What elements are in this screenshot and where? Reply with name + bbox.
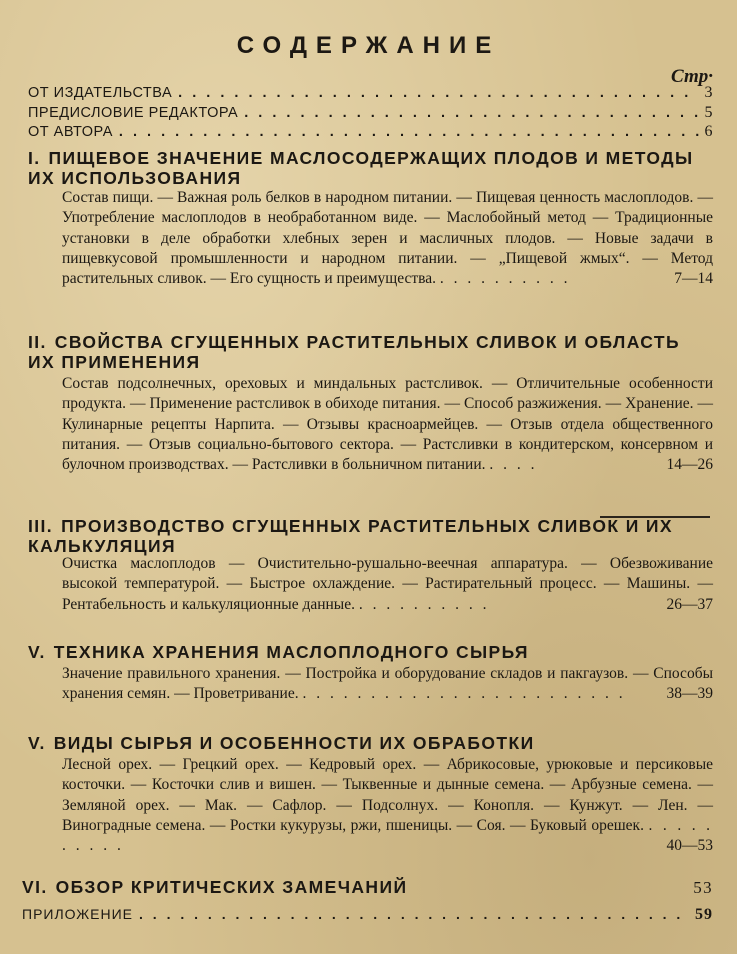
section-number: V. [28, 642, 46, 662]
section-summary-text: Состав подсолнечных, ореховых и миндальных растсливок. — Отличительные особенности продукта. — Применение растсливок в обиходе питания. — Способ разжижения. — Хранение. — Кулинарные рецепты Нарпита. — Отзывы красноармейцев. — Отзыв отдела общественного питания. — Отзыв социально-бытового сектора. — Растсливки в кондитерском, консервном и булочном производствах. — Растсливки в больничном питании. [62, 375, 713, 474]
section-heading-5 [28, 733, 697, 753]
page-title: СОДЕРЖАНИЕ [236, 32, 501, 59]
section-summary-1: Состав пищи. — Важная роль белков в народном питании. — Пищевая ценность маслоплодов. — Употребление маслоплодов в необработанном виде. — Маслобойный метод — Традиционные установки в деле обработки хлебных зерен и масличных плодов. — Новые задачи в пищевкусовой промышленности и народном питании. — „Пищевой жмых“. — Метод растительных сливок. — Его сущность и преимущества. . . . . . . . . . . 7—14 [62, 188, 713, 289]
section-summary-text: Значение правильного хранения. — Постройка и оборудование складов и пакгаузов. — Способы хранения семян. — Проветривание. [62, 665, 713, 703]
dot-leader [139, 906, 689, 922]
toc-entry-label: ОТ ИЗДАТЕЛЬСТВА [28, 85, 173, 101]
section-heading-6 [22, 877, 713, 897]
section-summary-text: Лесной орех. — Грецкий орех. — Кедровый орех. — Абрикосовые, урюковые и персиковые косточки. — Косточки слив и вишен. — Тыквенные и дынные семена. — Арбузные семена. — Земляной орех. — Мак. — Сафлор. — Подсолнух. — Конопля. — Кунжут. — Лен. — Виноградные семена. — Ростки кукурузы, ржи, пшеницы. — Соя. — Буковый орешек. [62, 756, 713, 834]
section-pages: 53 [693, 878, 713, 897]
section-number: I. [28, 148, 41, 168]
toc-entry-page: 5 [704, 104, 713, 121]
toc-entry-editor-preface [28, 104, 713, 124]
section-summary-5: Лесной орех. — Грецкий орех. — Кедровый орех. — Абрикосовые, урюковые и персиковые косточки. — Косточки слив и вишен. — Тыквенные и дынные семена. — Арбузные семена. — Земляной орех. — Мак. — Сафлор. — Подсолнух. — Конопля. — Кунжут. — Лен. — Виноградные семена. — Ростки кукурузы, ржи, пшеницы. — Соя. — Буковый орешек. . . . . . . . . . . 40—53 [62, 755, 713, 856]
section-title: СВОЙСТВА СГУЩЕННЫХ РАСТИТЕЛЬНЫХ СЛИВОК И ОБЛАСТЬ ИХ ПРИМЕНЕНИЯ [28, 332, 680, 372]
section-number: VI. [22, 877, 48, 897]
toc-entry-label: ОТ АВТОРА [28, 124, 113, 140]
dot-leader [119, 124, 699, 140]
toc-entry-publisher [28, 84, 713, 104]
section-heading-4 [28, 642, 697, 662]
section-pages: 26—37 [666, 595, 713, 613]
section-summary-2: Состав подсолнечных, ореховых и миндальных растсливок. — Отличительные особенности продукта. — Применение растсливок в обиходе питания. — Способ разжижения. — Хранение. — Кулинарные рецепты Нарпита. — Отзывы красноармейцев. — Отзыв отдела общественного питания. — Отзыв социально-бытового сектора. — Растсливки в кондитерском, консервном и булочном производствах. — Растсливки в больничном питании. . . . . 14—26 [62, 374, 713, 475]
dot-leader [178, 85, 698, 101]
section-title: ПИЩЕВОЕ ЗНАЧЕНИЕ МАСЛОСОДЕРЖАЩИХ ПЛОДОВ И МЕТОДЫ ИХ ИСПОЛЬЗОВАНИЯ [28, 148, 694, 188]
section-pages: 14—26 [666, 456, 713, 474]
section-pages: 7—14 [674, 270, 713, 288]
section-summary-text: Очистка маслоплодов — Очистительно-рушально-веечная аппаратура. — Обезвоживание высокой температурой. — Быстрое охлаждение. — Растирательный процесс. — Машины. — Рентабельность и калькуляционные данные. [62, 555, 713, 613]
section-heading-2 [28, 332, 697, 372]
section-pages: 40—53 [666, 837, 713, 855]
toc-entry-appendix [22, 906, 713, 926]
toc-entry-page: 6 [704, 123, 713, 140]
toc-entry-page: 3 [704, 84, 713, 101]
section-heading-3 [28, 516, 697, 556]
section-summary-3: Очистка маслоплодов — Очистительно-рушально-веечная аппаратура. — Обезвоживание высокой температурой. — Быстрое охлаждение. — Растирательный процесс. — Машины. — Рентабельность и калькуляционные данные. . . . . . . . . . . 26—37 [62, 554, 713, 615]
toc-entry-author [28, 123, 713, 143]
section-title: ПРОИЗВОДСТВО СГУЩЕННЫХ РАСТИТЕЛЬНЫХ СЛИВОК И ИХ КАЛЬКУЛЯЦИЯ [28, 516, 673, 556]
section-heading-1 [28, 148, 697, 188]
toc-entry-label: ПРИЛОЖЕНИЕ [22, 906, 134, 922]
page-column-label: Стр· [671, 66, 713, 87]
section-summary-text: Состав пищи. — Важная роль белков в народном питании. — Пищевая ценность маслоплодов. — Употребление маслоплодов в необработанном виде. — Маслобойный метод — Традиционные установки в деле обработки хлебных зерен и масличных плодов. — Новые задачи в пищевкусовой промышленности и народном питании. — „Пищевой жмых“. — Метод растительных сливок. — Его сущность и преимущества. [62, 189, 713, 288]
section-summary-4: Значение правильного хранения. — Постройка и оборудование складов и пакгаузов. — Способы хранения семян. — Проветривание. . . . . . . . . . . . . . . . . . . . . . . . . 38—39 [62, 664, 713, 705]
section-title: ТЕХНИКА ХРАНЕНИЯ МАСЛОПЛОДНОГО СЫРЬЯ [53, 642, 529, 662]
dot-leader [244, 105, 698, 121]
toc-entry-label: ПРЕДИСЛОВИЕ РЕДАКТОРА [28, 105, 239, 121]
section-pages: 38—39 [666, 685, 713, 703]
toc-entry-page: 59 [695, 906, 713, 923]
section-number: II. [28, 332, 47, 352]
section-number: V. [28, 733, 46, 753]
section-title: ОБЗОР КРИТИЧЕСКИХ ЗАМЕЧАНИЙ [55, 877, 408, 897]
section-number: III. [28, 516, 54, 536]
section-title: ВИДЫ СЫРЬЯ И ОСОБЕННОСТИ ИХ ОБРАБОТКИ [53, 733, 535, 753]
